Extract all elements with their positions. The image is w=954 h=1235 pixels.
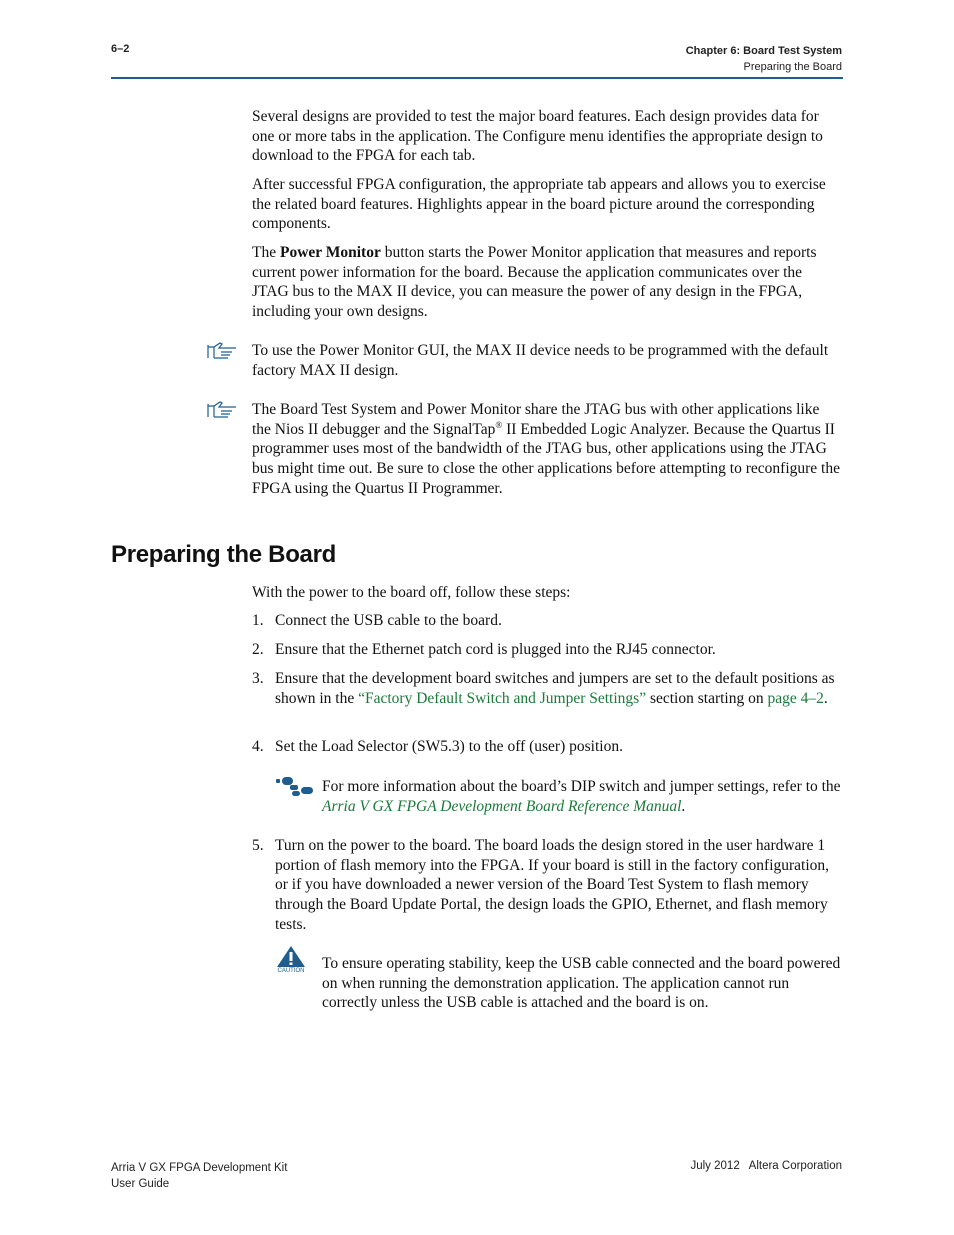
doc-type: User Guide (111, 1178, 170, 1190)
page-reference-link[interactable]: page 4–2 (767, 689, 824, 707)
step-text: Set the Load Selector (SW5.3) to the off (user) position. (275, 738, 623, 755)
footer-date-company: July 2012 Altera Corporation (690, 1160, 842, 1172)
paragraph (252, 107, 842, 166)
section-heading: Preparing the Board (111, 541, 337, 568)
footer-doc-info (111, 1160, 287, 1192)
list-item (252, 836, 842, 935)
step-number: 2. (252, 641, 264, 658)
paragraph-text: The (252, 244, 280, 261)
note-text: The Board Test System and Power Monitor share the JTAG bus with other applications like the Nios II debugger and the SignalTap (252, 401, 820, 438)
info-text: For more information about the board’s DIP switch and jumper settings, refer to the (322, 778, 841, 795)
step-number: 4. (252, 738, 264, 755)
caution-icon (275, 945, 307, 981)
info-note (322, 777, 842, 816)
paragraph (252, 243, 842, 322)
list-item (252, 669, 842, 708)
intro-text: With the power to the board off, follow these steps: (252, 584, 571, 601)
paragraph (252, 175, 842, 234)
pointing-hand-icon (206, 341, 240, 361)
step-number: 5. (252, 837, 264, 854)
power-monitor-term: Power Monitor (279, 244, 381, 261)
list-item (252, 737, 842, 757)
caution-label: CAUTION (277, 968, 305, 974)
note-text: To use the Power Monitor GUI, the MAX II device needs to be programmed with the default factory MAX II design. (252, 342, 829, 379)
note (252, 400, 842, 499)
note (252, 341, 842, 380)
step-number: 3. (252, 670, 264, 687)
section-intro (252, 583, 842, 603)
page-number: 6–2 (111, 43, 130, 55)
paragraph-text: Several designs are provided to test the major board features. Each design provides data for one or more tabs in the application. The Configure menu identifies the appropriate design to download to the FPGA for each tab. (252, 108, 823, 165)
doc-title: Arria V GX FPGA Development Kit (111, 1162, 288, 1174)
step-text (275, 669, 842, 708)
step-text-part: Ensure that the development board switches and jumpers are set to the default positions as shown in the (275, 670, 835, 707)
caution-note (322, 954, 842, 1013)
paragraph-text: After successful FPGA configuration, the appropriate tab appears and allows you to exercise the related board features. Highlights appear in the board picture around the corresponding components. (252, 176, 826, 233)
step-number: 1. (252, 612, 264, 629)
more-info-icon (276, 776, 314, 796)
step-text-part: section starting on (646, 689, 768, 707)
step-text: Ensure that the Ethernet patch cord is plugged into the RJ45 connector. (275, 641, 716, 658)
list-item (252, 640, 842, 660)
header-rule (111, 77, 843, 79)
reference-manual-link[interactable]: Arria V GX FPGA Development Board Reference Manual (322, 797, 682, 815)
step-text-part: . (823, 689, 828, 707)
note-text: II Embedded Logic Analyzer. Because the Quartus II programmer uses most of the bandwidth of the JTAG bus, other applications using the JTAG bus might time out. Be sure to close the other applications before attempting to reconfigure the FPGA using the Quartus II Programmer. (252, 420, 840, 497)
caution-text: To ensure operating stability, keep the USB cable connected and the board powered on when running the demonstration application. The application cannot run correctly unless the USB cable is attached and the board is on. (322, 955, 841, 1012)
factory-default-settings-link[interactable]: “Factory Default Switch and Jumper Settings” (358, 689, 647, 707)
paragraph-text: button starts the Power Monitor application that measures and reports current power information for the board. Because the application communicates over the JTAG bus to the MAX II device, you can measure the power of any design in the FPGA, including your own designs. (252, 244, 817, 321)
pointing-hand-icon (206, 400, 240, 420)
section-name: Preparing the Board (743, 61, 842, 73)
step-text: Connect the USB cable to the board. (275, 612, 502, 629)
registered-mark: ® (495, 419, 503, 430)
step-text: Turn on the power to the board. The board loads the design stored in the user hardware 1 portion of flash memory into the FPGA. If your board is still in the factory configuration, or if you have downloaded a newer version of the Board Test System to flash memory through the Board Update Portal, the design loads the GPIO, Ethernet, and flash memory tests. (275, 837, 830, 933)
info-text: . (681, 797, 686, 815)
running-header (686, 43, 842, 75)
list-item (252, 611, 842, 631)
chapter-title: Chapter 6: Board Test System (685, 45, 842, 57)
